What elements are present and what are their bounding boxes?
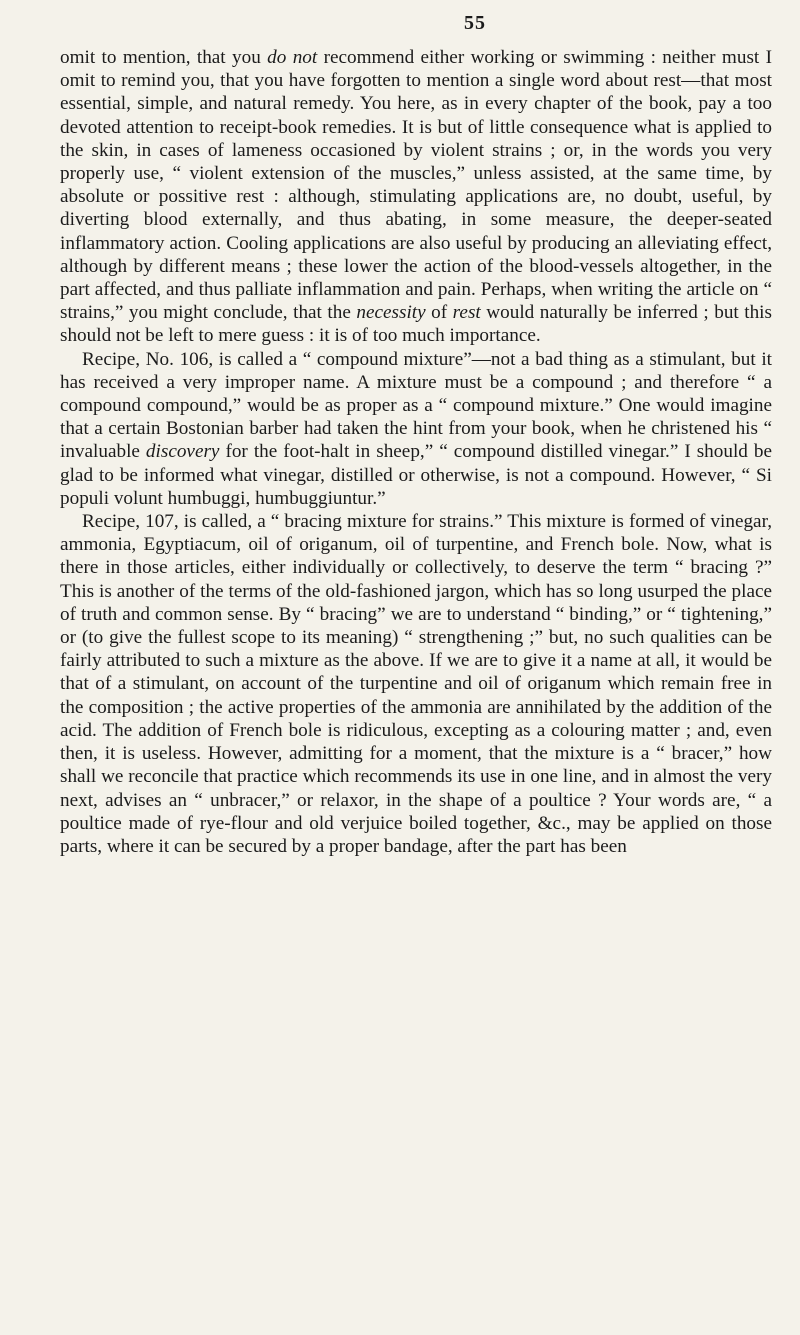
body-text <box>60 46 772 858</box>
text-segment: Recipe, No. 106, is called a “ compound mixture”—not a bad thing as a stimulant, but it has received a very improper name. A mixture must be a compound ; and therefore “ a compound compound,” would be as proper as a “ compound mixture.” One would imagine that a certain Bostonian barber had taken the hint from your book, when he christened his “ invaluable <box>60 348 772 463</box>
text-segment: of <box>425 302 453 324</box>
text-segment: recommend either working or swimming : neither must I omit to remind you, that you have forgotten to mention a single word about rest—that most essential, simple, and natural remedy. You here, as in every chapter of the book, pay a too devoted attention to receipt-book remedies. It is but of little consequence what is applied to the skin, in cases of lameness occasioned by violent strains ; or, in the words you very properly use, “ violent extension of the muscles,” unless assisted, at the same time, by absolute or possitive rest : although, stimulating applications are, no doubt, useful, by diverting blood externally, and thus abating, in some measure, the deeper-seated inflammatory action. Cooling applications are also useful by producing an alleviating effect, although by different means ; these lower the action of the blood-vessels altogether, in the part affected, and thus palliate inflammation and pain. Perhaps, when writing the article on “ strains,” you might conclude, that the <box>60 47 773 324</box>
text-segment: omit to mention, that you <box>60 47 268 68</box>
text-segment: discovery <box>145 441 220 463</box>
text-segment: Recipe, 107, is called, a “ bracing mixture for strains.” This mixture is formed of vinegar, ammonia, Egyptiacum, oil of origanum, oil of turpentine, and French bole. Now, what is there in those articles, either individually or collectively, to deserve the term “ bracing ?” This is another of the terms of the old-fashioned jargon, which has so long usurped the place of truth and common sense. By “ bracing” we are to understand “ binding,” or “ tightening,” or (to give the fullest scope to its meaning) “ strengthening ;” but, no such qualities can be fairly attributed to such a mixture as the above. If we are to give it a name at all, it would be that of a stimulant, on account of the turpentine and oil of origanum which remain free in the composition ; the active properties of the ammonia are annihilated by the addition of the acid. The addition of French bole is ridiculous, excepting as a colouring matter ; and, even then, it is useless. However, admitting for a moment, that the mixture is a “ bracer,” how shall we reconcile that practice which recommends its use in one line, and in almost the very next, advises an “ unbracer,” or relaxor, in the shape of a poultice ? Your words are, “ a poultice made of rye-flour and old verjuice boiled together, &c., may be applied on those parts, where it can be secured by a proper bandage, after the part has been <box>60 511 772 857</box>
text-segment: do not <box>267 47 318 68</box>
paragraph-2 <box>60 348 772 510</box>
text-segment: for the foot-halt in sheep,” “ compound distilled vinegar.” I should be glad to be informed what vinegar, distilled or otherwise, is not a compound. However, “ Si populi volunt humbuggi, humbuggiuntur.” <box>60 441 772 509</box>
text-segment: rest <box>452 302 481 324</box>
page-number: 55 <box>464 12 486 34</box>
text-segment: would naturally be inferred ; but this should not be left to mere guess : it is of too much importance. <box>60 302 772 347</box>
paragraph-1 <box>60 46 772 348</box>
text-segment: necessity <box>356 302 426 324</box>
paragraph-3 <box>60 510 772 858</box>
